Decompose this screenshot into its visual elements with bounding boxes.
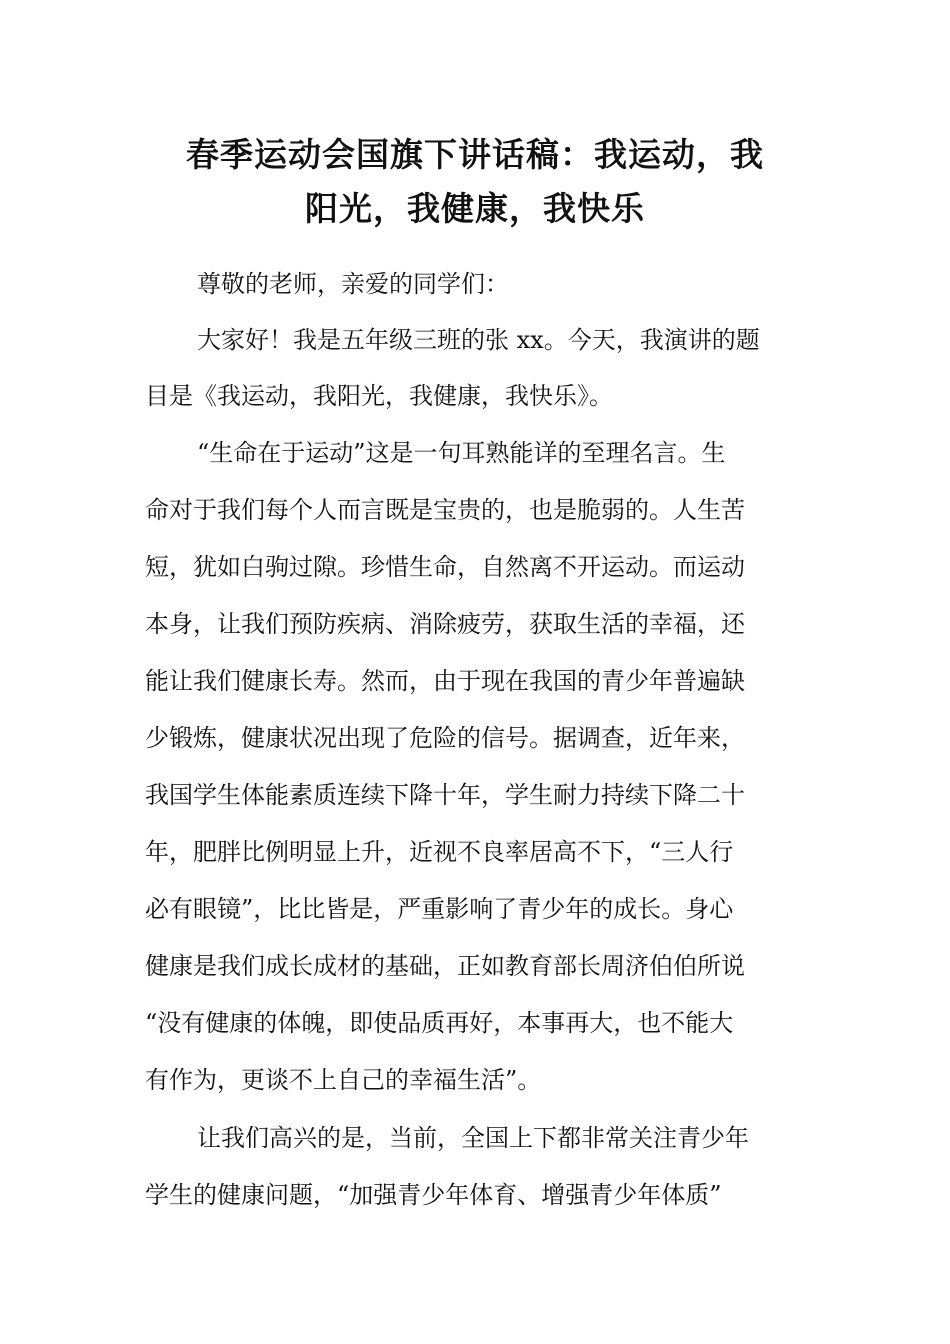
body-text-line: “没有健康的体魄，即使品质再好，本事再大，也不能大 [145,1009,734,1037]
body-text-line: 健康是我们成长成材的基础，正如教育部长周济伯伯所说 [145,952,745,980]
body-text-line: 让我们高兴的是，当前，全国上下都非常关注青少年 [197,1124,749,1152]
body-text-line: 必有眼镜”，比比皆是，严重影响了青少年的成长。身心 [145,895,734,923]
salutation-line: 尊敬的老师，亲爱的同学们： [197,270,509,298]
body-text-line: 短，犹如白驹过隙。珍惜生命，自然离不开运动。而运动 [145,553,745,581]
body-text-line: 少锻炼，健康状况出现了危险的信号。据调查，近年来， [145,724,745,752]
body-text-line: 目是《我运动，我阳光，我健康，我快乐》。 [145,382,613,410]
body-text-line: 学生的健康问题，“加强青少年体育、增强青少年体质” [145,1181,722,1209]
body-text-line: 年，肥胖比例明显上升，近视不良率居高不下，“三人行 [145,838,734,866]
body-text-line: 大家好！我是五年级三班的张 xx。今天，我演讲的题 [197,326,760,354]
body-text-line: 能让我们健康长寿。然而，由于现在我国的青少年普遍缺 [145,667,745,695]
body-text-line: 命对于我们每个人而言既是宝贵的，也是脆弱的。人生苦 [145,496,745,524]
document-title-line-2: 阳光，我健康，我快乐 [305,189,645,228]
body-text-line: “生命在于运动”这是一句耳熟能详的至理名言。生 [197,439,726,467]
body-text-line: 有作为，更谈不上自己的幸福生活”。 [145,1066,542,1094]
document-title-line-1: 春季运动会国旗下讲话稿：我运动，我 [186,135,764,174]
body-text-line: 本身，让我们预防疾病、消除疲劳，获取生活的幸福，还 [145,610,745,638]
body-text-line: 我国学生体能素质连续下降十年，学生耐力持续下降二十 [145,781,745,809]
